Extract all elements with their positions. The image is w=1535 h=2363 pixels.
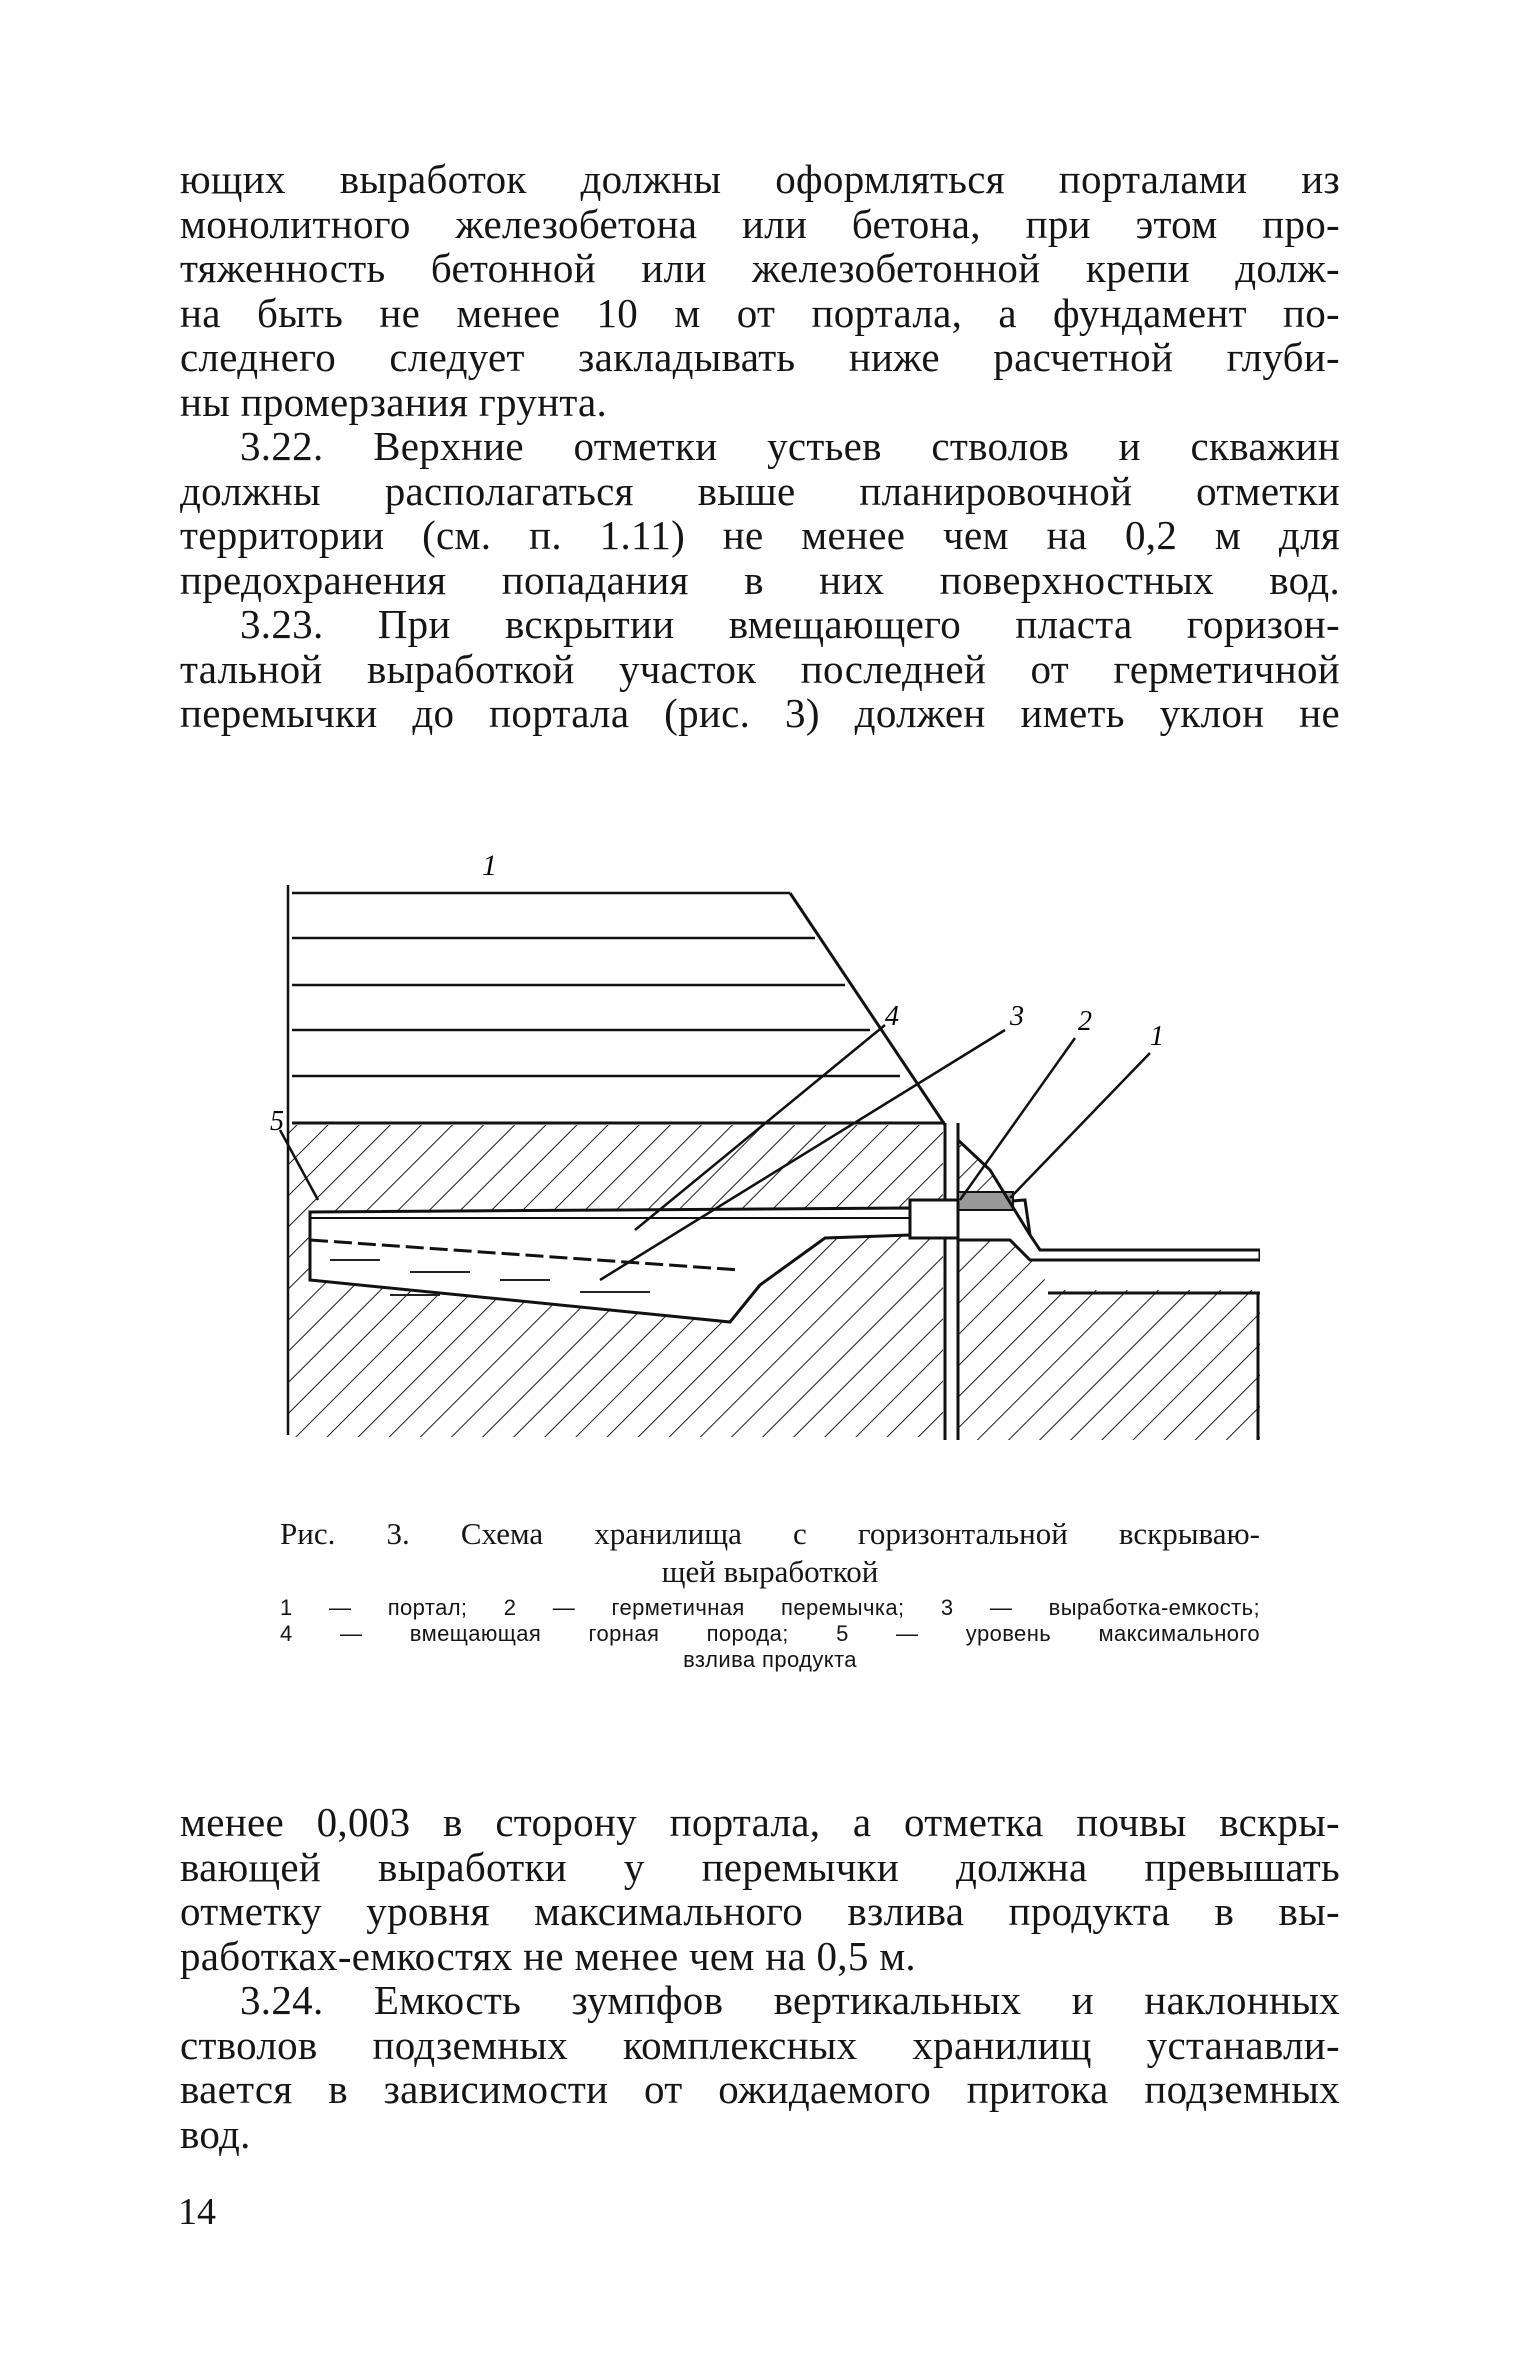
legend-line: 4 — вмещающая горная порода; 5 — уровень максимального <box>280 1621 1260 1646</box>
text-line: ющих выработок должны оформляться порталами из <box>180 156 1340 202</box>
text-line: тяженность бетонной или железобетонной крепи долж- <box>180 245 1340 291</box>
text-line: вающей выработки у перемычки должна превышать <box>180 1843 1340 1890</box>
clause-3-24-line: стволов подземных комплексных хранилищ устанавли- <box>180 2021 1340 2068</box>
caption-title-line: щей выработкой <box>661 1554 879 1589</box>
bulkhead <box>910 1200 958 1238</box>
figure-storage-scheme <box>270 840 1260 1445</box>
clause-3-23-line: перемычки до портала (рис. 3) должен иметь уклон не <box>180 690 1340 736</box>
clause-3-24-line: вается в зависимости от ожидаемого притока подземных <box>180 2066 1340 2112</box>
figure-legend <box>280 1595 1260 1673</box>
figure-caption <box>280 1515 1260 1591</box>
text-line: следнего следует закладывать ниже расчетной глуби- <box>180 334 1340 380</box>
caption-title-line: Рис. 3. Схема хранилища с горизонтальной вскрываю- <box>280 1516 1260 1551</box>
label-5: 5 <box>270 1106 284 1137</box>
label-1: 1 <box>1150 1021 1164 1052</box>
clause-3-24-line: вод. <box>180 2110 251 2157</box>
legend-line: взлива продукта <box>683 1647 857 1672</box>
label-2: 2 <box>1078 1006 1092 1037</box>
legend-line: 1 — портал; 2 — герметичная перемычка; 3 — выработка-емкость; <box>280 1595 1260 1620</box>
clause-3-22-line: должны располагаться выше планировочной отметки <box>180 467 1340 514</box>
storage-scheme-diagram <box>270 840 1260 1445</box>
clause-3-23-line: тальной выработкой участок последней от герметичной <box>180 645 1340 692</box>
clause-3-22-line: 3.22. Верхние отметки устьев стволов и скважин <box>240 423 1340 469</box>
label-top-1: 1 <box>482 849 497 882</box>
text-line: на быть не менее 10 м от портала, а фундамент по- <box>180 289 1340 336</box>
label-3: 3 <box>1010 1001 1024 1032</box>
page-number: 14 <box>178 2191 216 2233</box>
text-line: работках-емкостях не менее чем на 0,5 м. <box>180 1932 916 1979</box>
text-line: ны промерзания грунта. <box>180 378 608 425</box>
text-line: отметку уровня максимального взлива продукта в вы- <box>180 1888 1340 1934</box>
clause-3-22-line: территории (см. п. 1.11) не менее чем на 0,2 м для <box>180 512 1340 558</box>
clause-3-24-line: 3.24. Емкость зумпфов вертикальных и наклонных <box>240 1977 1340 2023</box>
label-4: 4 <box>885 1001 899 1032</box>
text-line: менее 0,003 в сторону портала, а отметка почвы вскры- <box>180 1799 1340 1845</box>
portal-wall <box>945 1123 958 1440</box>
clause-3-23-line: 3.23. При вскрытии вмещающего пласта горизон- <box>240 601 1340 647</box>
top-text-block <box>180 157 1340 736</box>
clause-3-22-line: предохранения попадания в них поверхностных вод. <box>180 556 1340 603</box>
bottom-text-block <box>180 1800 1340 2156</box>
rock-hatch-right <box>958 1140 1260 1440</box>
slope-line <box>790 893 945 1125</box>
text-line: монолитного железобетона или бетона, при этом про- <box>180 200 1340 247</box>
